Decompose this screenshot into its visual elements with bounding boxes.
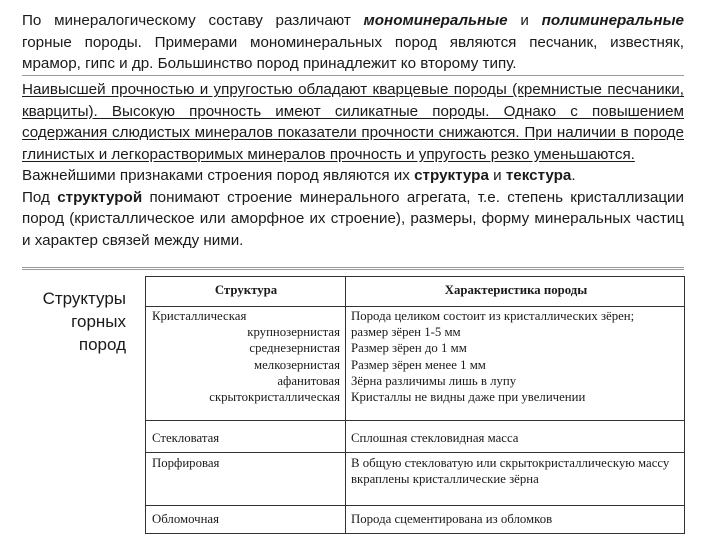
term-structure: структура [414, 167, 489, 184]
term-polymineral: полиминеральные [541, 12, 684, 29]
crystalline-name: Кристаллическая [152, 309, 247, 323]
clastic-structure-cell: Обломочная [152, 512, 219, 526]
table-row-divider [146, 505, 684, 506]
divider-bottom [22, 267, 684, 268]
table-row-divider [146, 420, 684, 421]
subtype-coarse: крупнозернистая [247, 325, 340, 340]
divider-top [22, 75, 684, 76]
side-title: Структуры горных пород [42, 289, 126, 354]
subtype-medium: среднезернистая [249, 341, 340, 356]
porphyritic-description-cell: В общую стекловатую или скрытокристаллическую массу вкраплены кристаллические зёрна [351, 456, 670, 487]
subtype-aphanitic: афанитовая [277, 373, 340, 388]
header-characteristic: Характеристика породы [444, 283, 588, 297]
glassy-structure-cell: Стекловатая [152, 431, 220, 445]
term-monomineral: мономинеральные [363, 12, 508, 29]
table-column-divider [345, 277, 346, 533]
subtype-cryptocrystalline: скрытокристаллическая [209, 390, 340, 405]
structures-table [145, 276, 685, 534]
crystalline-structure-cell [152, 308, 340, 405]
strength-text: Наивысшей прочностью и упругостью обладают кварцевые породы (кремнистые песчаники, кварциты). Высокую прочность имеют силикатные породы. Однако с повышением содержания слюдистых минералов показатели прочности снижаются. При наличии в породе глинистых и легкорастворимых минералов прочность и упругость резко уменьшаются. [22, 81, 684, 163]
subtype-fine: мелкозернистая [254, 357, 340, 372]
glassy-description-cell: Сплошная стекловидная масса [351, 431, 519, 445]
porphyritic-structure-cell: Порфировая [152, 456, 220, 470]
features-text: Важнейшими признаками строения пород являются их [22, 167, 415, 184]
intro-text: По минералогическому составу различают [22, 12, 364, 29]
definition-pre: Под [22, 188, 58, 206]
intro-paragraph [22, 10, 684, 75]
table-header-divider [146, 306, 684, 307]
table-row-divider [146, 452, 684, 453]
crystalline-description-cell: Порода целиком состоит из кристаллических зёрен; размер зёрен 1-5 мм Размер зёрен до 1 мм Размер зёрен менее 1 мм Зёрна различимы лишь в лупу Кристаллы не видны даже при увеличении [351, 309, 635, 405]
header-structure: Структура [214, 283, 278, 297]
conjunction: и [507, 12, 542, 29]
term-texture: текстура [505, 167, 572, 184]
clastic-description-cell: Порода сцементирована из обломков [351, 512, 553, 526]
intro-rest: горные породы. Примерами мономинеральных пород являются песчаник, известняк, мрамор, гипс и др. Большинство пород принадлежит ко второму типу. [22, 33, 684, 72]
divider-bottom-shadow [22, 269, 684, 270]
features-and: и [488, 167, 506, 184]
features-end: . [571, 167, 576, 184]
term-structure-definition: структурой [57, 188, 143, 206]
strength-paragraph [22, 79, 684, 251]
definition-text: понимают строение минерального агрегата, т.е. степень кристаллизации пород (кристаллическое или аморфное их строение), размеры, форму минеральных частиц и характер связей между ними. [22, 188, 684, 249]
